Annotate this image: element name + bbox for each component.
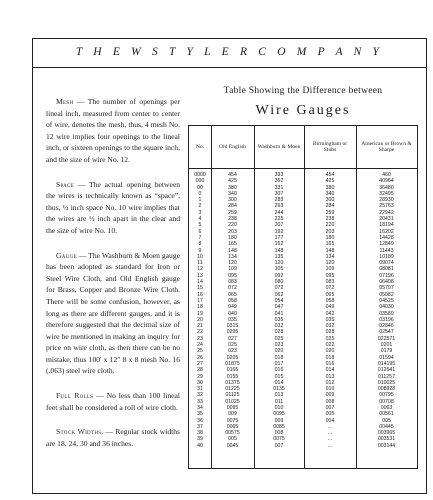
cell-washburn-moen: 008 <box>274 430 284 437</box>
cell-american: 010025 <box>377 379 396 386</box>
cell-no: 36 <box>197 417 203 424</box>
cell-old-english: 027 <box>228 335 237 342</box>
cell-old-english: 340 <box>228 190 237 197</box>
cell-washburn-moen: 010 <box>274 404 284 411</box>
cell-washburn-moen: 072 <box>274 285 284 292</box>
cell-no: 00 <box>197 184 203 191</box>
page-header <box>32 38 427 68</box>
cell-old-english: 058 <box>228 297 237 304</box>
cell-no: 9 <box>198 247 202 254</box>
cell-old-english: 0075 <box>226 417 239 424</box>
cell-old-english: 259 <box>228 209 237 216</box>
cell-no: 6 <box>198 228 202 235</box>
cell-washburn-moen: 0095 <box>273 411 285 418</box>
cell-american: 06408 <box>379 279 394 286</box>
cell-birmingham: 148 <box>325 247 335 254</box>
mesh-label: Mesh <box>56 97 74 106</box>
cell-american: 003531 <box>377 436 396 443</box>
header-divider <box>189 168 417 169</box>
cell-american: 03589 <box>379 310 394 317</box>
cell-american: 08081 <box>379 266 394 273</box>
space-paragraph <box>46 179 180 237</box>
cell-washburn-moen: 135 <box>274 253 284 260</box>
cell-old-english: 01875 <box>225 360 240 367</box>
cell-american: 011257 <box>378 373 395 380</box>
cell-old-english: 220 <box>228 222 237 229</box>
cell-no: 5 <box>198 222 202 229</box>
cell-washburn-moen: 013 <box>274 392 284 399</box>
table-body <box>189 172 417 449</box>
table-title: Table Showing the Difference between <box>223 86 383 96</box>
cell-no: 10 <box>197 253 203 260</box>
cell-birmingham: 025 <box>325 335 335 342</box>
cell-american: 14428 <box>379 234 394 241</box>
cell-no: 28 <box>197 367 203 374</box>
cell-old-english: 165 <box>228 241 237 248</box>
cell-washburn-moen: 362 <box>274 178 284 185</box>
cell-old-english: 0065 <box>226 423 239 430</box>
cell-washburn-moen: 041 <box>274 310 284 317</box>
cell-no: 26 <box>197 354 203 361</box>
cell-old-english: 01025 <box>225 398 240 405</box>
cell-washburn-moen: 062 <box>274 291 284 298</box>
cell-american: 04030 <box>379 304 394 311</box>
cell-american: 11443 <box>379 247 394 254</box>
cell-washburn-moen: 018 <box>274 354 284 361</box>
cell-old-english: 380 <box>228 184 237 191</box>
column-header-old-english: Old English <box>219 143 246 150</box>
cell-washburn-moen: 017 <box>274 360 284 367</box>
stock-widths-label: Stock Widths <box>56 427 102 437</box>
cell-washburn-moen: 263 <box>274 203 284 210</box>
space-text: — The actual opening between the wires is technically known as “space”, thus, ½ inch space No. 10 wire implies that the wires are ½ inch apart in the clear and the size of wire No. 10. <box>46 179 180 235</box>
cell-birmingham: 165 <box>325 241 335 248</box>
cell-birmingham: 042 <box>325 310 335 317</box>
cell-american: 0179 <box>380 348 393 355</box>
gauge-text: — The Washburn & Moen gauge has been adopted as standard for Iron or Steel Wire Cloth, and Old English gauge for Brass, Copper and Bronze Wire Cloth. There will be some confusion, however, as long as there are different gauges, and it is therefore suggested that the decimal size of wire be mentioned in making an inquiry for price on wire cloth, as then there can be no mistake, thus 100' x 12" 8 x 8 mesh No. 16 (.063) steel wire cloth. <box>46 250 180 376</box>
cell-no: 18 <box>197 304 203 311</box>
cell-american: 12849 <box>379 241 394 248</box>
cell-american: 0201 <box>380 342 393 349</box>
cell-american: 012641 <box>377 367 396 374</box>
cell-washburn-moen: 011 <box>274 398 284 405</box>
cell-no: 16 <box>197 291 203 298</box>
cell-old-english: 180 <box>228 234 237 241</box>
cell-old-english: 01225 <box>225 386 240 393</box>
cell-washburn-moen: 120 <box>274 260 284 267</box>
cell-birmingham: 300 <box>325 197 335 204</box>
cell-no: 40 <box>197 442 203 449</box>
cell-old-english: 025 <box>228 342 237 349</box>
cell-birmingham: 016 <box>325 360 335 367</box>
cell-washburn-moen: 015 <box>274 373 284 380</box>
cell-old-english: 065 <box>228 291 237 298</box>
cell-no: 19 <box>197 310 203 317</box>
cell-old-english: 005 <box>228 436 237 443</box>
cell-washburn-moen: 007 <box>274 442 284 449</box>
cell-old-english: 284 <box>228 203 237 210</box>
cell-birmingham: 009 <box>325 392 335 399</box>
cell-birmingham: 095 <box>325 272 335 279</box>
cell-old-english: 035 <box>228 316 237 323</box>
cell-birmingham: 010 <box>325 386 335 393</box>
cell-no: 0 <box>198 190 202 197</box>
cell-no: 29 <box>197 373 203 380</box>
cell-old-english: 238 <box>228 216 237 223</box>
cell-no: 13 <box>197 272 203 279</box>
cell-birmingham: 013 <box>325 373 335 380</box>
cell-no: 33 <box>197 398 203 405</box>
cell-american: 00561 <box>379 411 394 418</box>
cell-washburn-moen: 177 <box>274 234 284 241</box>
gauge-paragraph <box>46 250 180 378</box>
cell-birmingham: 083 <box>325 279 335 286</box>
cell-american: 05082 <box>379 291 394 298</box>
cell-washburn-moen: 035 <box>274 316 284 323</box>
cell-old-english: 148 <box>228 247 237 254</box>
cell-birmingham: 180 <box>325 234 335 241</box>
cell-washburn-moen: 047 <box>274 304 284 311</box>
cell-american: 0063 <box>380 404 393 411</box>
cell-american: 28930 <box>379 197 394 204</box>
cell-birmingham: 035 <box>325 316 335 323</box>
cell-american: 20431 <box>379 216 394 223</box>
cell-american: 04525 <box>379 297 394 304</box>
cell-old-english: 0155 <box>226 373 239 380</box>
cell-no: 4 <box>198 216 202 223</box>
cell-old-english: 0095 <box>226 404 239 411</box>
cell-old-english: 083 <box>228 279 237 286</box>
cell-old-english: 01375 <box>225 379 240 386</box>
cell-birmingham: 049 <box>325 304 335 311</box>
cell-old-english: 0295 <box>226 329 239 336</box>
column-header-american: American or Brown & Sharpe <box>361 140 412 153</box>
cell-old-english: 0205 <box>226 354 239 361</box>
cell-no: 34 <box>197 404 203 411</box>
wire-gauge-table <box>188 125 418 469</box>
cell-no: 0000 <box>194 172 206 178</box>
cell-old-english: 049 <box>228 304 237 311</box>
definitions-column <box>46 96 180 462</box>
cell-washburn-moen: 092 <box>274 272 284 279</box>
cell-no: 12 <box>197 266 203 273</box>
cell-american: 460 <box>382 172 391 178</box>
cell-no: 22 <box>197 329 203 336</box>
space-label: Space <box>56 179 75 189</box>
cell-american: 05707 <box>379 285 394 292</box>
cell-washburn-moen: 020 <box>274 348 284 355</box>
cell-no: 23 <box>197 335 203 342</box>
cell-no: 32 <box>197 392 203 399</box>
cell-washburn-moen: 0135 <box>273 386 285 393</box>
full-rolls-text: — No less than 100 lineal feet shall be considered a roll of wire cloth. <box>46 391 180 412</box>
cell-no: 7 <box>198 234 202 241</box>
cell-american: 18194 <box>379 222 394 229</box>
cell-american: 022571 <box>377 335 396 342</box>
cell-washburn-moen: 192 <box>274 228 284 235</box>
cell-washburn-moen: 148 <box>274 247 284 254</box>
cell-birmingham: 008 <box>325 398 335 405</box>
cell-american: 003965 <box>377 430 396 437</box>
cell-old-english: 072 <box>228 285 237 292</box>
cell-american: 40964 <box>379 178 394 185</box>
cell-washburn-moen: 307 <box>274 190 284 197</box>
cell-birmingham: 120 <box>325 260 335 267</box>
cell-birmingham: 203 <box>325 228 335 235</box>
cell-birmingham: 425 <box>325 178 335 185</box>
company-title: T H E W S T Y L E R C O M P A N Y <box>75 46 384 58</box>
cell-birmingham: 028 <box>325 329 335 336</box>
cell-birmingham: 109 <box>325 266 335 273</box>
cell-washburn-moen: 225 <box>274 216 284 223</box>
cell-old-english: 120 <box>228 260 237 267</box>
cell-washburn-moen: 032 <box>274 323 284 330</box>
cell-birmingham: ... <box>327 423 333 430</box>
cell-no: 20 <box>197 316 203 323</box>
full-rolls-label: Full Rolls <box>56 391 94 401</box>
cell-american: 02846 <box>379 323 394 330</box>
cell-old-english: 134 <box>228 253 237 260</box>
cell-birmingham: ... <box>327 442 333 449</box>
cell-old-english: 040 <box>228 310 237 317</box>
cell-birmingham: 018 <box>325 354 335 361</box>
cell-washburn-moen: 162 <box>274 241 284 248</box>
table-row <box>189 443 417 449</box>
cell-birmingham: 340 <box>325 190 335 197</box>
cell-birmingham: 007 <box>325 404 335 411</box>
cell-american: 00445 <box>379 423 394 430</box>
cell-washburn-moen: 016 <box>274 367 284 374</box>
cell-no: 25 <box>197 348 203 355</box>
cell-washburn-moen: 028 <box>274 329 284 336</box>
cell-birmingham: 058 <box>325 297 335 304</box>
cell-old-english: 0315 <box>226 323 239 330</box>
cell-birmingham: 380 <box>325 184 335 191</box>
cell-american: 09074 <box>379 260 394 267</box>
column-header-birmingham: Birmingham or Stubs <box>312 140 348 153</box>
cell-american: 02547 <box>379 329 394 336</box>
cell-no: 2 <box>198 203 202 210</box>
cell-no: 39 <box>197 436 203 443</box>
cell-birmingham: ... <box>327 436 333 443</box>
stock-widths-paragraph <box>46 426 180 449</box>
cell-birmingham: 012 <box>325 379 335 386</box>
cell-no: 37 <box>197 423 203 430</box>
cell-birmingham: 020 <box>325 348 335 355</box>
cell-no: 17 <box>197 297 203 304</box>
cell-american: 003144 <box>377 442 396 449</box>
cell-no: 30 <box>197 379 203 386</box>
table-title-block <box>186 86 420 119</box>
cell-washburn-moen: 023 <box>274 342 284 349</box>
cell-american: 00708 <box>379 398 394 405</box>
cell-washburn-moen: 244 <box>274 209 284 216</box>
cell-birmingham: 005 <box>325 411 335 418</box>
cell-washburn-moen: 331 <box>274 184 284 191</box>
cell-american: 10189 <box>379 253 394 260</box>
cell-no: 35 <box>197 411 203 418</box>
cell-no: 31 <box>197 386 203 393</box>
full-rolls-paragraph <box>46 390 180 413</box>
cell-old-english: 0165 <box>226 367 239 374</box>
cell-birmingham: ... <box>327 430 333 437</box>
cell-birmingham: 014 <box>325 367 335 374</box>
cell-old-english: 009 <box>228 411 237 418</box>
cell-american: 32495 <box>379 190 394 197</box>
cell-birmingham: 284 <box>325 203 335 210</box>
cell-old-english: 023 <box>228 348 237 355</box>
column-header-no: No. <box>195 143 205 150</box>
mesh-paragraph <box>46 96 180 166</box>
cell-old-english: 454 <box>228 172 237 178</box>
cell-american: 005 <box>382 417 391 424</box>
cell-no: 27 <box>197 360 203 367</box>
cell-old-english: 01125 <box>225 392 240 399</box>
gauge-label: Gauge <box>56 250 77 260</box>
column-header-washburn-moen: Washburn & Moen <box>257 143 301 150</box>
cell-birmingham: 220 <box>325 222 335 229</box>
cell-washburn-moen: 054 <box>274 297 284 304</box>
cell-american: 16202 <box>379 228 394 235</box>
cell-no: 11 <box>197 260 203 267</box>
cell-birmingham: 238 <box>325 216 335 223</box>
cell-washburn-moen: 105 <box>274 266 284 273</box>
cell-no: 000 <box>195 178 205 185</box>
cell-birmingham: 454 <box>325 172 335 178</box>
cell-old-english: 203 <box>228 228 237 235</box>
stock-widths-text: . — Regular stock widths are 18, 24, 30 and 36 inches. <box>46 427 181 448</box>
cell-birmingham: 032 <box>325 323 335 330</box>
cell-washburn-moen: 025 <box>274 335 284 342</box>
cell-american: 014195 <box>377 360 396 367</box>
cell-old-english: 095 <box>228 272 237 279</box>
cell-washburn-moen: 080 <box>274 279 284 286</box>
cell-american: 22942 <box>379 209 394 216</box>
cell-old-english: 00575 <box>225 430 240 437</box>
cell-no: 24 <box>197 342 203 349</box>
cell-washburn-moen: 009 <box>274 417 284 424</box>
cell-no: 15 <box>197 285 203 292</box>
cell-washburn-moen: 014 <box>274 379 284 386</box>
cell-american: 01594 <box>379 354 394 361</box>
cell-birmingham: 134 <box>325 253 335 260</box>
mesh-text: — The number of openings per lineal inch, measured from center to center of wire, denotes the mesh, thus, 4 mesh No. 12 wire implies four openings to the lineal inch, or sixteen openings to the square inch, and the size of wire No. 12. <box>46 97 180 164</box>
cell-birmingham: 259 <box>325 209 335 216</box>
cell-american: 008928 <box>377 386 396 393</box>
cell-washburn-moen: 283 <box>274 197 284 204</box>
cell-birmingham: 004 <box>325 417 335 424</box>
cell-birmingham: 072 <box>325 285 335 292</box>
cell-american: 25763 <box>379 203 394 210</box>
cell-american: 36480 <box>379 184 394 191</box>
cell-no: 8 <box>198 241 202 248</box>
cell-no: 3 <box>198 209 202 216</box>
table-subtitle: Wire Gauges <box>255 103 351 118</box>
cell-old-english: 300 <box>228 197 237 204</box>
cell-old-english: 425 <box>228 178 237 185</box>
cell-american: 07196 <box>379 272 394 279</box>
cell-birmingham: 065 <box>325 291 335 298</box>
cell-no: 21 <box>197 323 203 330</box>
cell-washburn-moen: 0085 <box>273 423 285 430</box>
cell-washburn-moen: 207 <box>274 222 284 229</box>
cell-american: 00795 <box>379 392 394 399</box>
cell-old-english: 109 <box>228 266 237 273</box>
cell-washburn-moen: 393 <box>274 172 284 178</box>
cell-birmingham: 022 <box>325 342 335 349</box>
cell-american: 03196 <box>379 316 394 323</box>
cell-no: 38 <box>197 430 203 437</box>
cell-no: 14 <box>197 279 203 286</box>
cell-no: 1 <box>198 197 202 204</box>
cell-old-english: 0045 <box>226 442 239 449</box>
cell-washburn-moen: 0075 <box>273 436 285 443</box>
